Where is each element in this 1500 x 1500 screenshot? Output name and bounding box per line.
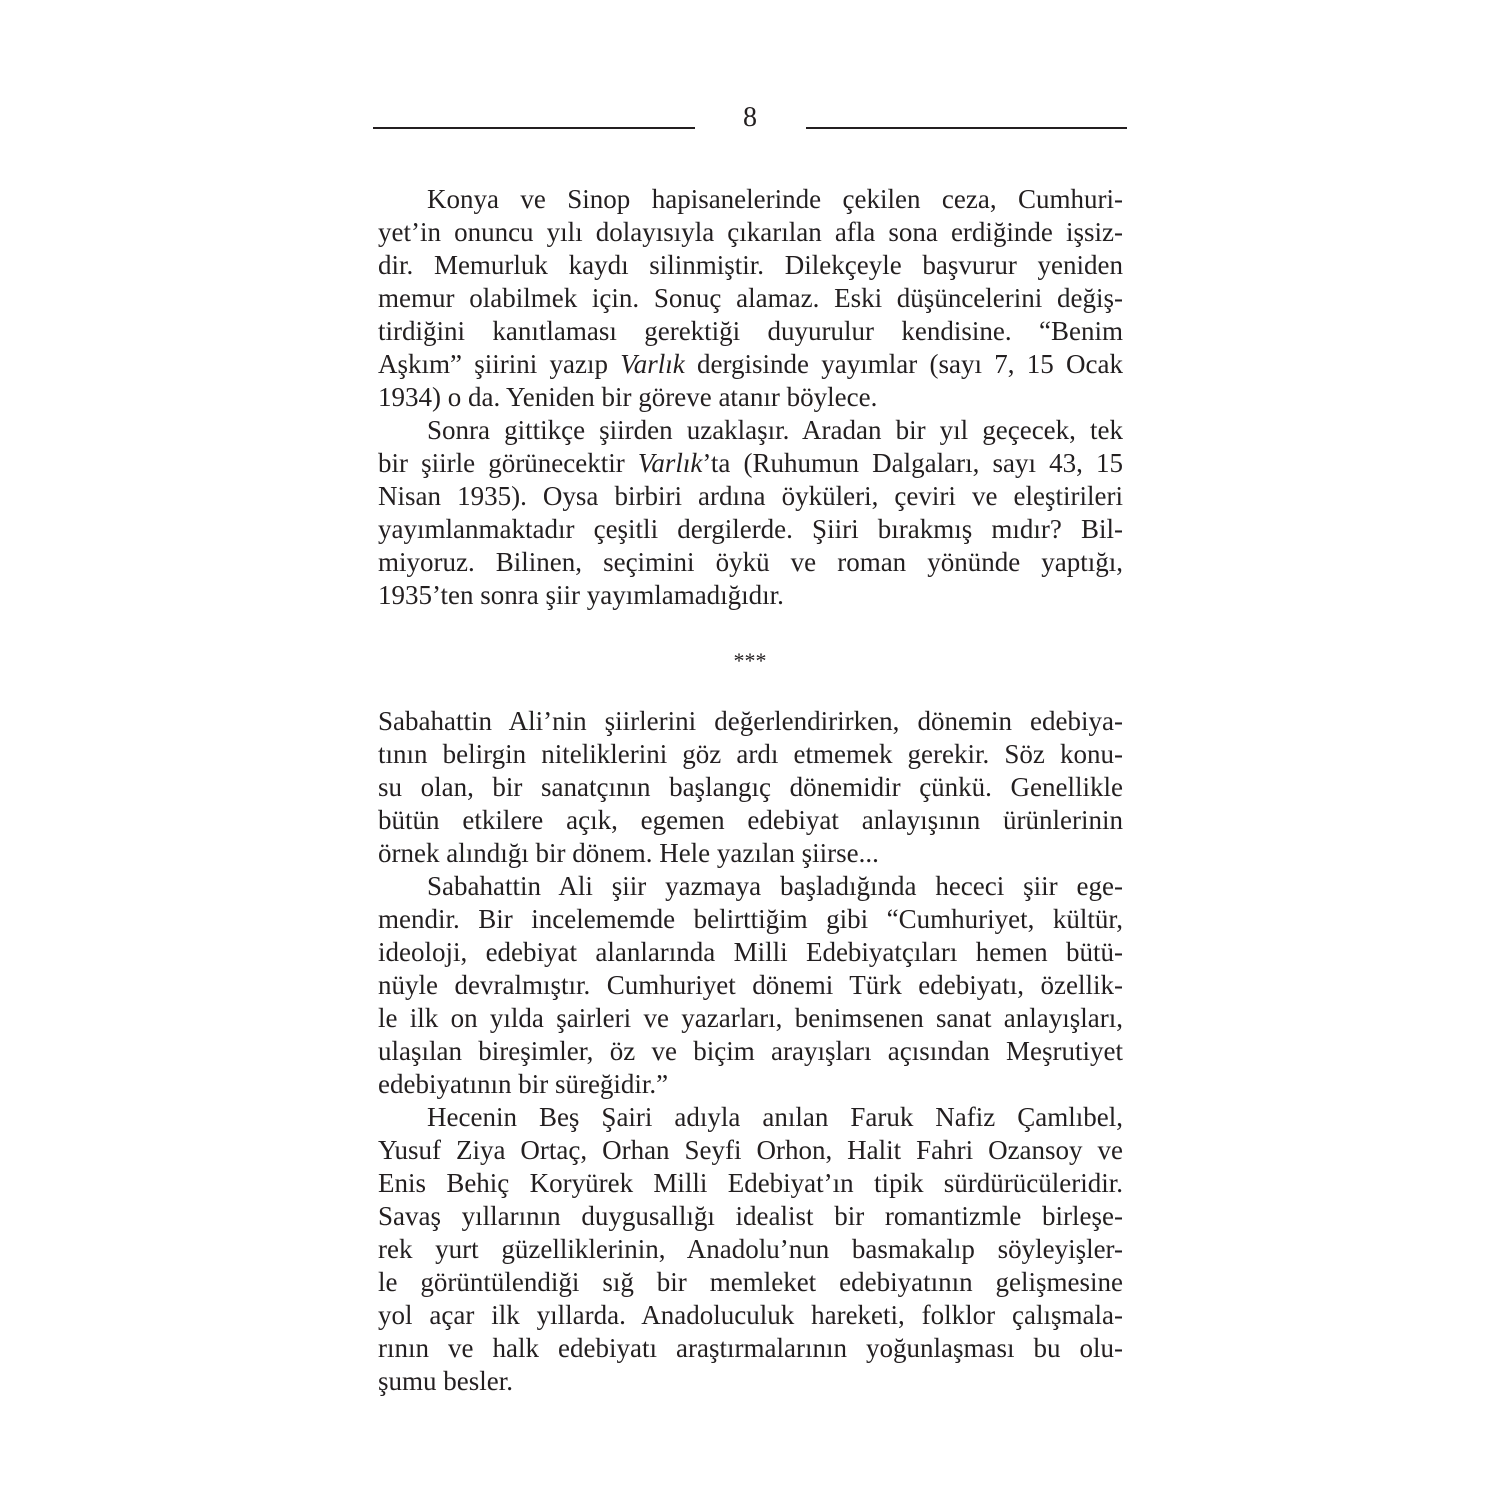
text-run: tının belirgin niteliklerini göz ardı etmemek gerekir. Söz konu- [378,739,1123,769]
text-line [378,1101,1123,1134]
text-line [378,1266,1123,1299]
text-line [378,936,1123,969]
text-run: su olan, bir sanatçının başlangıç dönemidir çünkü. Genellikle [378,772,1123,802]
text-run: dergisinde yayımlar (sayı 7, 15 Ocak [684,349,1123,379]
text-line [378,381,1123,414]
text-line [378,804,1123,837]
text-line [378,1233,1123,1266]
text-run: Nisan 1935). Oysa birbiri ardına öyküleri, çeviri ve eleştirileri [378,481,1123,511]
text-run: ideoloji, edebiyat alanlarında Milli Edebiyatçıları hemen bütü- [378,937,1123,967]
text-run: rek yurt güzelliklerinin, Anadolu’nun basmakalıp söyleyişler- [378,1234,1123,1264]
text-run: bir şiirle görünecektir [378,448,638,478]
text-run: tirdiğini kanıtlaması gerektiği duyurulur kendisine. “Benim [378,316,1123,346]
section-separator: *** [733,648,767,673]
text-run: miyoruz. Bilinen, seçimini öykü ve roman yönünde yaptığı, [378,547,1123,577]
italic-title: Varlık [620,349,685,379]
text-line [378,513,1123,546]
text-run: dir. Memurluk kaydı silinmiştir. Dilekçeyle başvurur yeniden [378,250,1123,280]
text-run: mendir. Bir incelememde belirttiğim gibi “Cumhuriyet, kültür, [378,904,1123,934]
text-run: memur olabilmek için. Sonuç alamaz. Eski düşüncelerini değiş- [378,283,1123,313]
text-line [378,579,1123,612]
text-run: Aşkım” şiirini yazıp [378,349,621,379]
text-line [378,1332,1123,1365]
text-line [378,1365,1123,1398]
text-run: nüyle devralmıştır. Cumhuriyet dönemi Türk edebiyatı, özellik- [378,970,1123,1000]
text-line [378,738,1123,771]
text-line [378,315,1123,348]
text-line [378,414,1123,447]
page-number: 8 [743,102,757,133]
text-run: yayımlanmaktadır çeşitli dergilerde. Şiiri bırakmış mıdır? Bil- [378,514,1123,544]
text-line [378,969,1123,1002]
italic-title: Varlık [637,448,703,478]
text-run: yet’in onuncu yılı dolayısıyla çıkarılan afla sona erdiğinde işsiz- [378,217,1123,247]
text-run: 1934) o da. Yeniden bir göreve atanır böylece. [378,382,878,412]
text-line [378,282,1123,315]
text-run: ulaşılan bireşimler, öz ve biçim arayışları açısından Meşrutiyet [378,1036,1123,1066]
text-line [378,870,1123,903]
text-line [378,1134,1123,1167]
paragraph [378,705,1123,870]
text-line [378,837,1123,870]
text-line [378,771,1123,804]
text-run: Sonra gittikçe şiirden uzaklaşır. Aradan bir yıl geçecek, tek [427,415,1123,445]
text-run: edebiyatının bir süreğidir.” [378,1069,669,1099]
text-run: Sabahattin Ali’nin şiirlerini değerlendirirken, dönemin edebiya- [378,706,1123,736]
text-line [378,480,1123,513]
text-run: Yusuf Ziya Ortaç, Orhan Seyfi Orhon, Halit Fahri Ozansoy ve [378,1135,1123,1165]
text-run: 1935’ten sonra şiir yayımlamadığıdır. [378,580,784,610]
paragraph [378,414,1123,612]
text-line [378,1002,1123,1035]
text-run: Konya ve Sinop hapisanelerinde çekilen ceza, Cumhuri- [427,184,1123,214]
text-run: Sabahattin Ali şiir yazmaya başladığında hececi şiir ege- [427,871,1123,901]
text-run: bütün etkilere açık, egemen edebiyat anlayışının ürünlerinin [378,805,1123,835]
text-run: le ilk on yılda şairleri ve yazarları, benimsenen sanat anlayışları, [378,1003,1123,1033]
text-run: ’ta (Ruhumun Dalgaları, sayı 43, 15 [702,448,1124,478]
text-line [378,183,1123,216]
text-line [378,348,1123,381]
text-line [378,705,1123,738]
header-rule-right [806,127,1127,129]
text-line [378,447,1123,480]
paragraph [378,183,1123,414]
text-line [378,1035,1123,1068]
text-line [378,903,1123,936]
text-line [378,546,1123,579]
text-run: Savaş yıllarının duygusallığı idealist bir romantizmle birleşe- [378,1201,1123,1231]
text-line [378,249,1123,282]
text-section-2 [378,705,1123,1398]
paragraph [378,870,1123,1101]
text-section-1 [378,183,1123,612]
header-rule-left [373,127,695,129]
text-line [378,1068,1123,1101]
text-line [378,1167,1123,1200]
paragraph [378,1101,1123,1398]
text-run: Enis Behiç Koryürek Milli Edebiyat’ın tipik sürdürücüleridir. [378,1168,1123,1198]
text-line [378,1299,1123,1332]
text-run: örnek alındığı bir dönem. Hele yazılan şiirse... [378,838,879,868]
text-run: Hecenin Beş Şairi adıyla anılan Faruk Nafiz Çamlıbel, [427,1102,1123,1132]
text-line [378,216,1123,249]
text-run: le görüntülendiği sığ bir memleket edebiyatının gelişmesine [378,1267,1123,1297]
text-run: yol açar ilk yıllarda. Anadoluculuk hareketi, folklor çalışmala- [378,1300,1123,1330]
text-run: rının ve halk edebiyatı araştırmalarının yoğunlaşması bu olu- [378,1333,1123,1363]
text-run: şumu besler. [378,1366,513,1396]
text-line [378,1200,1123,1233]
